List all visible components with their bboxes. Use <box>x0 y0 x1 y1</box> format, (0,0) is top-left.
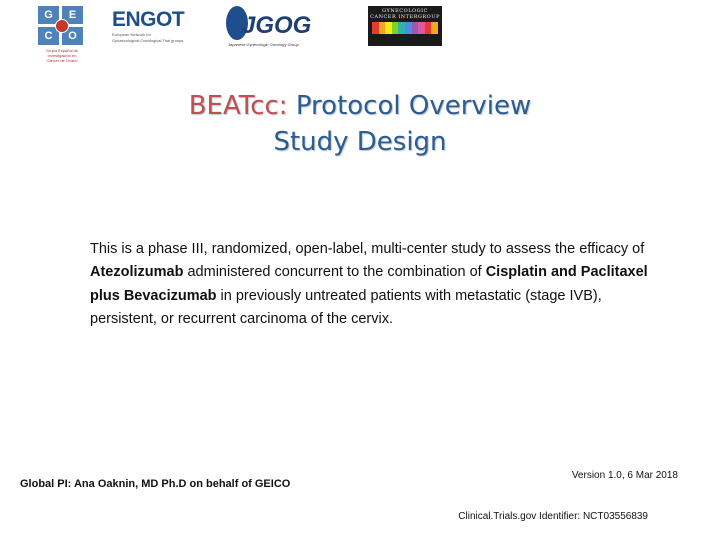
drug-atezolizumab: Atezolizumab <box>90 264 184 281</box>
title-line-1 <box>0 88 720 124</box>
gcig-caption-line: GYNECOLOGIC <box>382 8 428 14</box>
geico-caption <box>36 48 88 63</box>
engot-logo <box>112 8 192 48</box>
description-text: in previously untreated patients with metastatic (stage IVB), persistent, or recurrent carcinoma of the cervix. <box>90 287 602 327</box>
geico-caption-line: Grupo Español de <box>45 48 79 53</box>
title-highlight: BEATcc: <box>188 91 288 121</box>
geico-logo-mark <box>38 6 84 46</box>
jgog-caption: Japanese Gynecologic Oncology Group <box>228 42 299 47</box>
geico-letter-o: O <box>62 27 83 45</box>
jgog-wordmark: JGOG <box>242 12 312 39</box>
geico-caption-line: Investigación en <box>47 53 77 58</box>
geico-letter-g: G <box>38 6 59 24</box>
drug-combination: Cisplatin and Paclitaxel plus Bevacizumab <box>90 264 648 304</box>
title-line-2: Study Design <box>273 127 447 157</box>
engot-caption <box>112 32 192 44</box>
gcig-color-bar <box>372 22 438 34</box>
logo-bar <box>0 0 720 70</box>
geico-logo <box>36 6 88 64</box>
engot-caption-line: European Network for <box>112 32 151 37</box>
geico-letter-e: E <box>62 6 83 24</box>
trial-identifier: Clinical.Trials.gov Identifier: NCT03556839 <box>458 511 648 522</box>
jgog-logo <box>226 4 320 48</box>
gcig-caption-line: CANCER INTERGROUP <box>370 14 440 20</box>
slide-title <box>0 88 720 160</box>
engot-wordmark: ENGOT <box>112 8 185 31</box>
geico-caption-line: Cáncer de Ovario <box>46 58 78 63</box>
gcig-logo <box>368 6 442 46</box>
study-description <box>90 238 650 331</box>
engot-caption-line: Gynaecological Oncological Trial groups <box>112 38 184 43</box>
gcig-caption <box>368 6 442 20</box>
geico-letter-c: C <box>38 27 59 45</box>
geico-letter-i-dot <box>55 19 69 33</box>
version-info: Version 1.0, 6 Mar 2018 <box>571 470 678 481</box>
description-text: administered concurrent to the combination of <box>183 264 486 281</box>
global-pi: Global PI: Ana Oaknin, MD Ph.D on behalf of GEICO <box>20 478 291 490</box>
description-text: This is a phase III, randomized, open-label, multi-center study to assess the efficacy of <box>90 241 645 257</box>
title-rest: Protocol Overview <box>287 91 532 121</box>
